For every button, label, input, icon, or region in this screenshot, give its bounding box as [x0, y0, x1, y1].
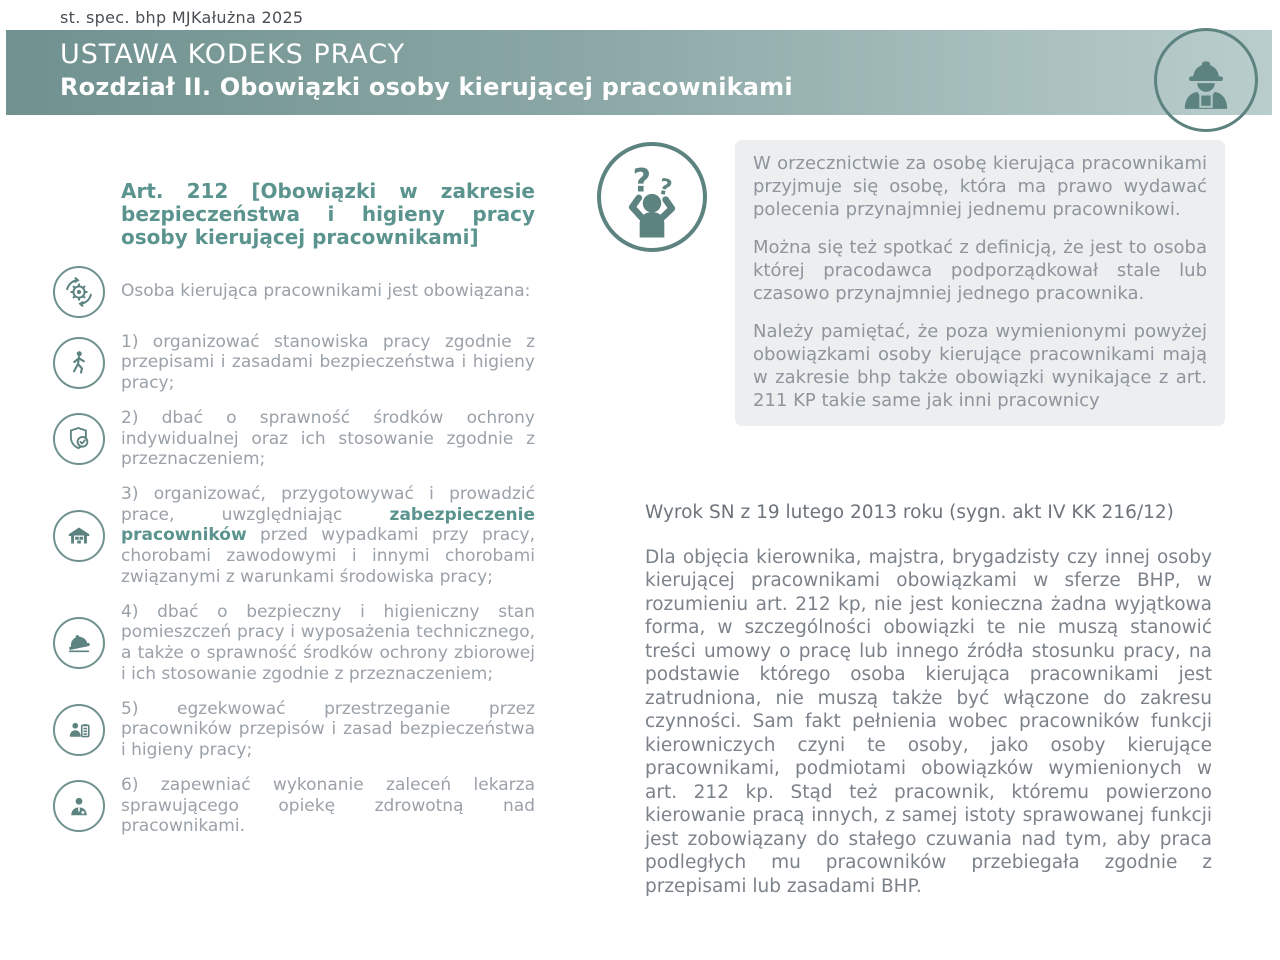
- ruling-title: Wyrok SN z 19 lutego 2013 roku (sygn. akt IV KK 216/12): [645, 502, 1174, 523]
- list-item-4: [52, 602, 538, 685]
- warehouse-icon: [53, 510, 105, 562]
- list-item-text: 2) dbać o sprawność środków ochrony indywidualnej oraz ich stosowanie zgodnie z przeznaczeniem;: [121, 407, 535, 470]
- definition-info-box: [735, 140, 1225, 426]
- list-item-text: 5) egzekwować przestrzeganie przez pracowników przepisów i zasad bezpieczeństwa i higieny pracy;: [121, 698, 535, 761]
- list-item-text: [121, 484, 535, 588]
- item-text-highlight: zabezpieczenie pracowników: [121, 504, 535, 546]
- watermark-text: st. spec. bhp MJKałużna 2025: [60, 8, 304, 27]
- doctor-icon: [53, 780, 105, 832]
- svg-text:?: ?: [632, 163, 652, 200]
- list-intro: Osoba kierująca pracownikami jest obowiązana:: [121, 281, 531, 302]
- info-paragraph: Należy pamiętać, że poza wymienionymi powyżej obowiązkami osoby kierujące pracownikami mają w zakresie bhp także obowiązki wynikające z art. 211 KP takie same jak inni pracownicy: [753, 321, 1207, 412]
- list-item-text: 1) organizować stanowiska pracy zgodnie z przepisami i zasadami bezpieczeństwa i higieny pracy;: [121, 331, 535, 394]
- list-item-1: [52, 332, 538, 394]
- article-heading-row: [52, 180, 538, 252]
- ruling-body: Dla objęcia kierownika, majstra, brygadzisty czy innej osoby kierującej pracownikami obowiązkami w sferze BHP, w rozumieniu art. 212 kp, nie jest konieczna żadna wyjątkowa forma, w szczególności obowiązki te nie muszą stanowić treści umowy o pracę lub innego źródła stosunku pracy, na podstawie którego osoba kierująca pracownikami jest zatrudniona, nie muszą także być włączone do zakresu czynności. Sam fakt pełnienia wobec pracowników funkcji kierowniczych czyni te osoby, jako osoby kierujące pracownikami, podmiotami obowiązków wymienionych w art. 212 kp. Stąd też pracownik, któremu powierzono kierowanie pracą innych, z samej istoty sprawowanej funkcji jest zobowiązany do stałego czuwania nad tym, aby praca podległych mu pracowników przebiegała zgodnie z przepisami lub zasadami BHP.: [645, 547, 1212, 897]
- hard-hat-icon: [53, 617, 105, 669]
- article-column: [52, 180, 538, 851]
- list-item-2: [52, 408, 538, 470]
- inspector-clipboard-icon: [53, 704, 105, 756]
- list-item-5: [52, 699, 538, 761]
- list-item-3: [52, 484, 538, 588]
- list-intro-row: [52, 266, 538, 318]
- shield-check-icon: [53, 413, 105, 465]
- list-item-6: [52, 775, 538, 837]
- confused-person-icon: [597, 142, 707, 252]
- header-band: [6, 30, 1272, 115]
- item-text-before: 3) organizować, przygotowywać i prowadzić prace, uwzględniając: [121, 483, 535, 525]
- page-subtitle: Rozdział II. Obowiązki osoby kierującej pracownikami: [60, 73, 793, 101]
- info-paragraph: Można się też spotkać z definicją, że jest to osoba której pracodawca podporządkował stale lub czasowo przynajmniej jednego pracownika.: [753, 237, 1207, 305]
- list-item-text: 6) zapewniać wykonanie zaleceń lekarza sprawującego opiekę zdrowotną nad pracownikami.: [121, 774, 535, 837]
- info-paragraph: W orzecznictwie za osobę kierująca pracownikami przyjmuje się osobę, która ma prawo wydawać polecenia przynajmniej jednemu pracownikowi.: [753, 153, 1207, 221]
- item-text-after: przed wypadkami przy pracy, chorobami zawodowymi i innymi chorobami związanymi z warunkami środowiska pracy;: [121, 525, 535, 587]
- list-item-text: 4) dbać o bezpieczny i higieniczny stan pomieszczeń pracy i wyposażenia technicznego, a także o sprawność środków ochrony zbiorowej i ich stosowanie zgodnie z przeznaczeniem;: [121, 601, 535, 684]
- walking-person-icon: [53, 337, 105, 389]
- construction-worker-icon: [1154, 28, 1258, 132]
- gear-sync-icon: [53, 266, 105, 318]
- svg-text:?: ?: [655, 174, 675, 202]
- page-title: USTAWA KODEKS PRACY: [60, 39, 406, 70]
- article-heading: Art. 212 [Obowiązki w zakresie bezpieczeństwa i higieny pracy osoby kierującej pracownikami]: [121, 179, 535, 250]
